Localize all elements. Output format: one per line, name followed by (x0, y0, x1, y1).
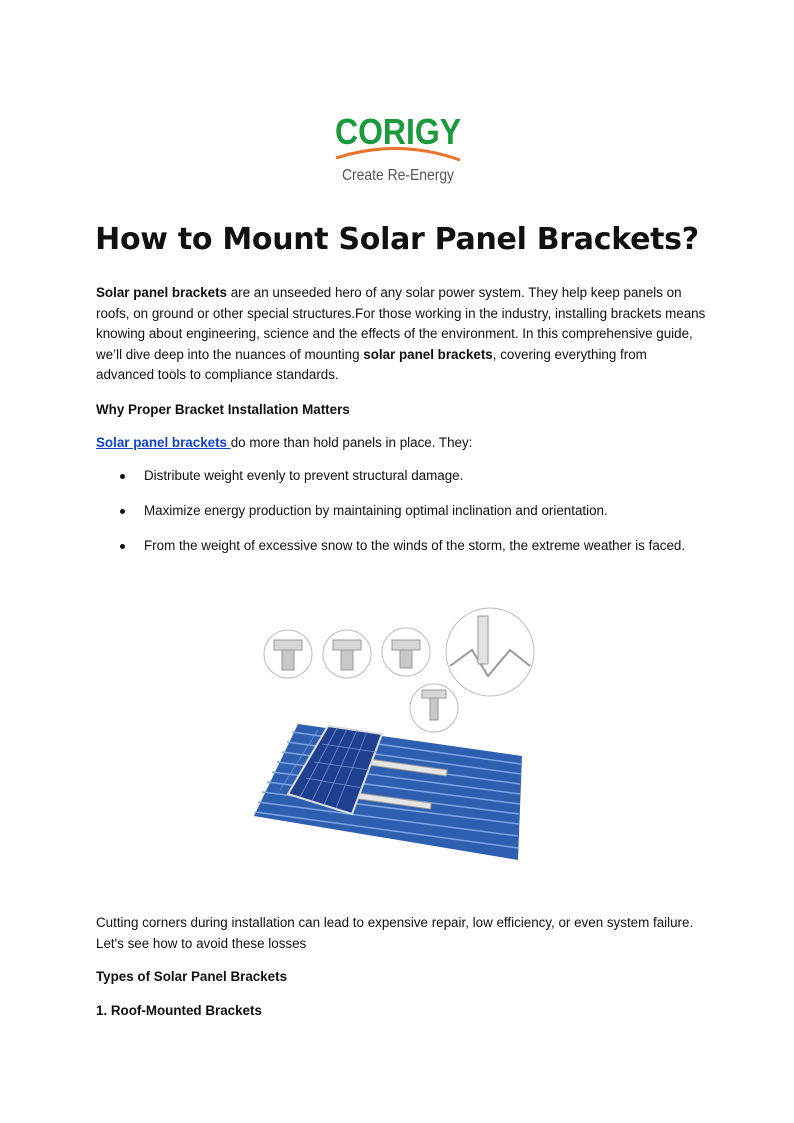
benefits-list (96, 466, 736, 571)
list-item: Maximize energy production by maintaining optimal inclination and orientation. (96, 501, 736, 536)
intro-paragraph (96, 283, 706, 386)
clamp-icon (264, 630, 312, 678)
solar-bracket-roof-illustration (252, 606, 542, 876)
intro-text-b: , covering everything from advanced tools to compliance standards. (96, 346, 647, 382)
list-item: Distribute weight evenly to prevent structural damage. (96, 466, 736, 501)
intro-bold-lead: Solar panel brackets (96, 285, 227, 300)
why-heading: Why Proper Bracket Installation Matters (96, 402, 350, 417)
clamp-icon (323, 630, 371, 678)
logo-tagline: Create Re-Energy (342, 167, 454, 184)
logo-brand: CORIGY (335, 111, 461, 152)
why-paragraph (96, 433, 706, 454)
page-title: How to Mount Solar Panel Brackets? (95, 222, 699, 257)
roof-mounted-subheading: 1. Roof-Mounted Brackets (96, 1003, 262, 1018)
list-item: From the weight of excessive snow to the winds of the storm, the extreme weather is faced. (96, 536, 736, 571)
intro-bold-mid: solar panel brackets (363, 346, 493, 362)
roof-profile-detail-icon (446, 608, 534, 696)
closing-paragraph: Cutting corners during installation can lead to expensive repair, low efficiency, or even system failure. Let's see how to avoid these losses (96, 915, 694, 951)
corigy-logo (332, 108, 464, 188)
solar-panel-brackets-link[interactable]: Solar panel brackets (96, 435, 231, 450)
bracket-detail-icon (410, 684, 458, 732)
clamp-icon (382, 628, 430, 676)
types-heading: Types of Solar Panel Brackets (96, 969, 288, 984)
why-after-link: do more than hold panels in place. They: (230, 435, 473, 450)
intro-text-a: are an unseeded hero of any solar power system. They help keep panels on roofs, on ground or other special structures.For those working in the industry, installing brackets means knowing about engineering, science and the effects of the environment. In this comprehensive guide, we’ll dive deep into the nuances of mounting (96, 285, 706, 362)
